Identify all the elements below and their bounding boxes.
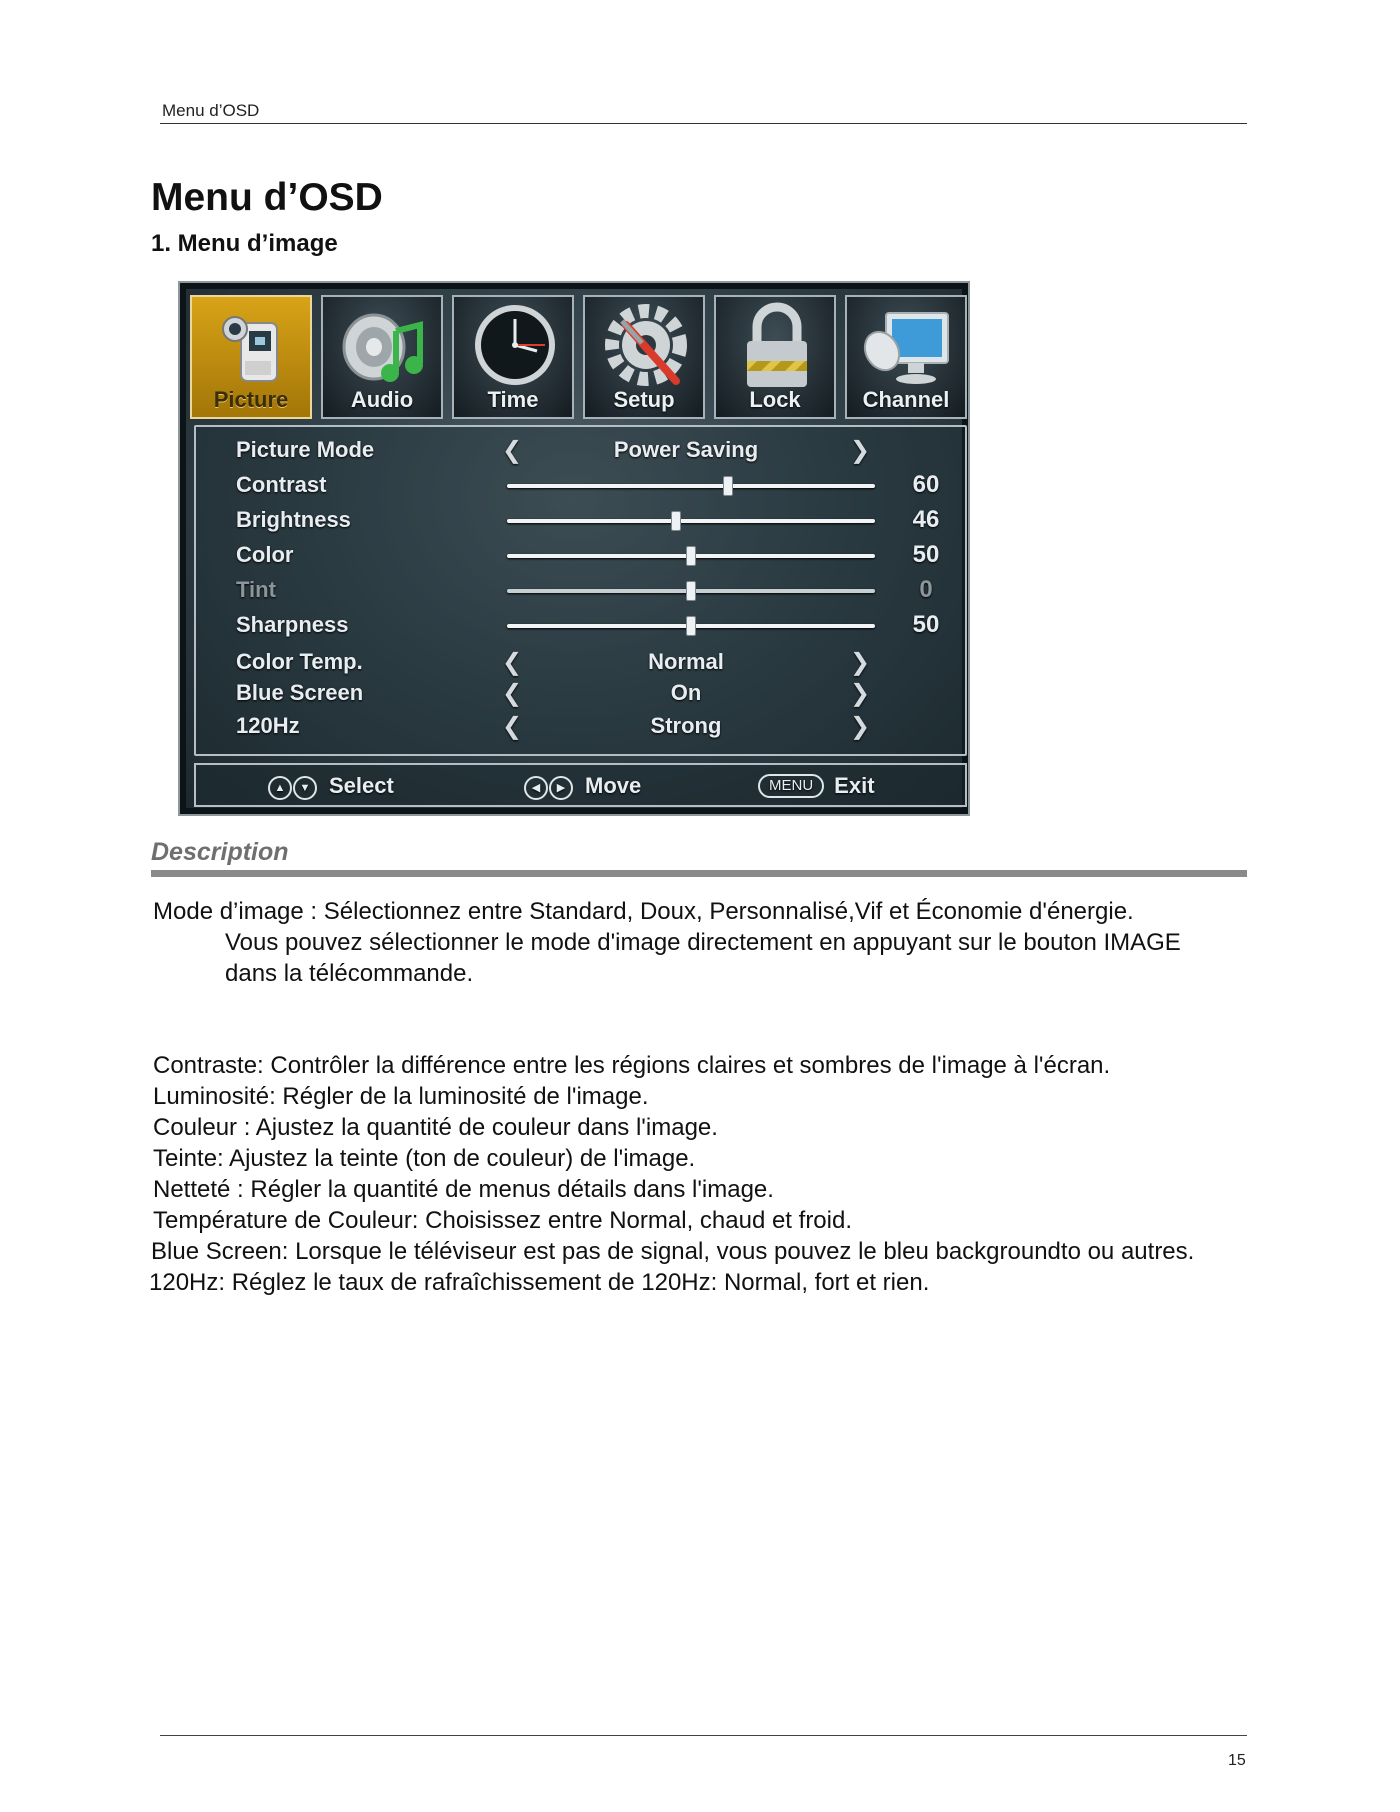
chevron-right-icon[interactable]: ❯ (850, 680, 871, 707)
menu-row-blue-screen[interactable] (196, 676, 965, 710)
menu-row-value: On (670, 680, 702, 705)
menu-row-value: Normal (648, 649, 724, 674)
osd-screenshot (178, 281, 970, 816)
hint-move-label: Move (585, 773, 642, 798)
slider-thumb[interactable] (671, 511, 681, 531)
right-arrow-icon: ▶ (549, 776, 573, 800)
menu-row-label: Contrast (236, 472, 327, 497)
menu-row-value: Power Saving (613, 437, 759, 462)
menu-row-sharpness[interactable] (196, 608, 965, 642)
up-arrow-icon: ▲ (268, 776, 292, 800)
desc-sharpness: Netteté : Régler la quantité de menus détails dans l'image. (153, 1176, 774, 1203)
menu-row-label: Blue Screen (236, 680, 364, 705)
padlock-icon (727, 301, 827, 393)
page-number: 15 (1228, 1752, 1246, 1769)
picture-menu-panel (194, 425, 967, 756)
menu-row-tint (196, 573, 965, 607)
down-arrow-icon: ▼ (293, 776, 317, 800)
menu-row-value: Strong (650, 713, 722, 738)
menu-row-label: Tint (236, 577, 276, 602)
tab-channel[interactable] (845, 295, 967, 419)
slider-value: 60 (912, 471, 940, 498)
chevron-right-icon[interactable]: ❯ (850, 649, 871, 676)
page-title: Menu d’OSD (151, 176, 383, 219)
desc-blue-screen: Blue Screen: Lorsque le téléviseur est pas de signal, vous pouvez le bleu backgroundto ou autres. (151, 1238, 1195, 1265)
slider-track[interactable] (507, 484, 875, 488)
menu-row-label: Sharpness (236, 612, 349, 637)
tab-label-picture: Picture (213, 387, 289, 412)
description-heading: Description (151, 838, 289, 866)
menu-row-label: Color Temp. (236, 649, 363, 674)
desc-color: Couleur : Ajustez la quantité de couleur dans l'image. (153, 1114, 718, 1141)
speaker-music-icon (334, 301, 434, 393)
hint-select (268, 773, 394, 800)
slider-thumb[interactable] (686, 546, 696, 566)
slider-thumb (686, 581, 696, 601)
tab-label-time: Time (487, 387, 539, 412)
slider-value: 46 (912, 506, 940, 533)
gear-tools-icon (596, 301, 696, 393)
camcorder-icon (203, 301, 303, 393)
desc-picture-mode: Mode d’image : Sélectionnez entre Standard, Doux, Personnalisé,Vif et Économie d'énergie. (153, 898, 1134, 925)
desc-picture-mode-cont2: dans la télécommande. (225, 960, 474, 987)
menu-key-icon: MENU (758, 774, 824, 798)
chevron-left-icon[interactable]: ❮ (502, 437, 523, 464)
menu-row-label: Color (236, 542, 294, 567)
tab-lock[interactable] (714, 295, 836, 419)
slider-value: 0 (919, 576, 933, 603)
tab-label-channel: Channel (862, 387, 950, 412)
hint-move (524, 773, 641, 800)
desc-contrast: Contraste: Contrôler la différence entre les régions claires et sombres de l'image à l'écran. (153, 1052, 1111, 1079)
chevron-right-icon[interactable]: ❯ (850, 437, 871, 464)
slider-thumb[interactable] (686, 616, 696, 636)
footer-rule (160, 1735, 1247, 1736)
menu-row-picture-mode[interactable] (196, 433, 965, 467)
chevron-left-icon[interactable]: ❮ (502, 680, 523, 707)
desc-picture-mode-cont: Vous pouvez sélectionner le mode d'image directement en appuyant sur le bouton IMAGE (225, 929, 1181, 956)
hint-exit-label: Exit (834, 773, 875, 798)
section-subtitle: 1. Menu d’image (151, 230, 338, 257)
menu-row-label: Picture Mode (236, 437, 375, 462)
description-rule (151, 870, 1247, 877)
tab-label-lock: Lock (749, 387, 801, 412)
slider-thumb[interactable] (723, 476, 733, 496)
tab-audio[interactable] (321, 295, 443, 419)
desc-120hz: 120Hz: Réglez le taux de rafraîchissement de 120Hz: Normal, fort et rien. (149, 1269, 930, 1296)
tab-label-audio: Audio (350, 387, 414, 412)
tab-picture[interactable] (190, 295, 312, 419)
menu-row-120hz[interactable] (196, 709, 965, 743)
menu-row-color-temp[interactable] (196, 645, 965, 679)
menu-row-brightness[interactable] (196, 503, 965, 537)
clock-icon (465, 301, 565, 393)
menu-row-label: 120Hz (236, 713, 300, 738)
osd-hint-bar (194, 763, 967, 807)
desc-brightness: Luminosité: Régler de la luminosité de l'image. (153, 1083, 649, 1110)
desc-color-temp: Température de Couleur: Choisissez entre Normal, chaud et froid. (153, 1207, 852, 1234)
slider-value: 50 (912, 541, 940, 568)
tab-label-setup: Setup (613, 387, 675, 412)
menu-row-label: Brightness (236, 507, 351, 532)
menu-row-contrast[interactable] (196, 468, 965, 502)
tab-setup[interactable] (583, 295, 705, 419)
menu-row-color[interactable] (196, 538, 965, 572)
chevron-left-icon[interactable]: ❮ (502, 649, 523, 676)
chevron-right-icon[interactable]: ❯ (850, 713, 871, 740)
hint-exit (758, 773, 875, 799)
running-header: Menu d’OSD (162, 101, 260, 120)
satellite-dish-icon (858, 301, 958, 393)
chevron-left-icon[interactable]: ❮ (502, 713, 523, 740)
hint-select-label: Select (329, 773, 394, 798)
slider-value: 50 (912, 611, 940, 638)
tab-time[interactable] (452, 295, 574, 419)
desc-tint: Teinte: Ajustez la teinte (ton de couleur) de l'image. (153, 1145, 696, 1172)
header-rule (160, 123, 1247, 124)
osd-screen (186, 289, 962, 808)
left-arrow-icon: ◀ (524, 776, 548, 800)
slider-track[interactable] (507, 519, 875, 523)
